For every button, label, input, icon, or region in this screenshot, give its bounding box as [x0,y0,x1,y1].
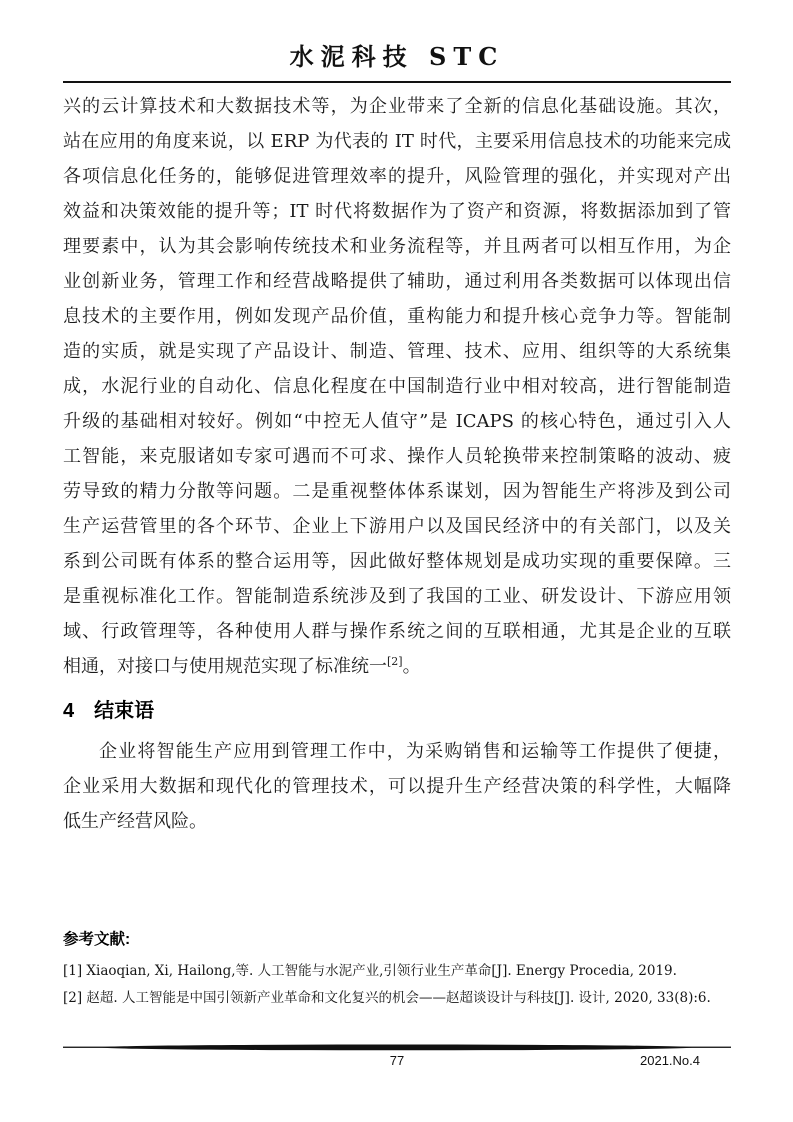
body-line: 成，水泥行业的自动化、信息化程度在中国制造行业中相对较高，进行智能制造 [63,376,731,397]
body-line: 效益和决策效能的提升等；IT 时代将数据作为了资产和资源，将数据添加到了管 [63,201,731,222]
body-line: 工智能，来克服诸如专家可遇而不可求、操作人员轮换带来控制策略的波动、疲 [63,446,731,467]
page-number: 77 [389,1053,405,1068]
conclusion-paragraph [63,734,731,839]
page-footer [63,1044,731,1071]
conclusion-line: 企业采用大数据和现代化的管理技术，可以提升生产经营决策的科学性，大幅降 [63,776,731,797]
footer-row [63,1053,731,1071]
header-rule [63,81,731,83]
reference-item: [2] 赵超. 人工智能是中国引领新产业革命和文化复兴的机会——赵超谈设计与科技[J]. 设计, 2020, 33(8):6. [63,990,711,1006]
body-paragraph [63,89,731,684]
section-number: 4 [63,700,75,722]
references-section [63,927,731,1012]
body-last-text: 相通，对接口与使用规范实现了标准统一 [63,656,387,677]
body-line: 劳导致的精力分散等问题。二是重视整体体系谋划，因为智能生产将涉及到公司 [63,481,731,502]
body-line: 站在应用的角度来说，以 ERP 为代表的 IT 时代，主要采用信息技术的功能来完成 [63,131,731,152]
body-line: 生产运营管里的各个环节、企业上下游用户以及国民经济中的有关部门，以及关 [63,516,731,537]
section-heading [63,697,731,725]
body-line: 息技术的主要作用，例如发现产品价值，重构能力和提升核心竞争力等。智能制 [63,306,731,327]
body-line: 各项信息化任务的，能够促进管理效率的提升，风险管理的强化，并实现对产出 [63,166,731,187]
references-heading: 参考文献: [63,931,131,948]
conclusion-line: 低生产经营风险。 [63,811,207,832]
body-line: 域、行政管理等，各种使用人群与操作系统之间的互联相通，尤其是企业的互联 [63,621,731,642]
conclusion-line: 企业将智能生产应用到管理工作中，为采购销售和运输等工作提供了便捷， [99,741,731,762]
body-line: 业创新业务，管理工作和经营战略提供了辅助，通过利用各类数据可以体现出信 [63,271,731,292]
section-title: 结束语 [94,700,155,722]
body-line: 兴的云计算技术和大数据技术等，为企业带来了全新的信息化基础设施。其次， [63,96,731,117]
body-last-period: 。 [402,656,421,677]
body-line: 升级的基础相对较好。例如“中控无人值守”是 ICAPS 的核心特色，通过引入人 [63,411,731,432]
reference-item: [1] Xiaoqian, Xi, Hailong,等. 人工智能与水泥产业,引领行业生产革命[J]. Energy Procedia, 2019. [63,963,677,979]
journal-title: 水泥科技 STC [289,42,505,71]
body-line-last [63,649,731,684]
issue-number: 2021.No.4 [640,1053,700,1068]
body-line: 造的实质，就是实现了产品设计、制造、管理、技术、应用、组织等的大系统集 [63,341,731,362]
citation-superscript: [2] [387,655,403,668]
body-line: 系到公司既有体系的整合运用等，因此做好整体规划是成功实现的重要保障。三 [63,551,731,572]
body-line: 是重视标准化工作。智能制造系统涉及到了我国的工业、研发设计、下游应用领 [63,586,731,607]
footer-ornament-line [63,1044,731,1052]
body-line: 理要素中，认为其会影响传统技术和业务流程等，并且两者可以相互作用，为企 [63,236,731,257]
